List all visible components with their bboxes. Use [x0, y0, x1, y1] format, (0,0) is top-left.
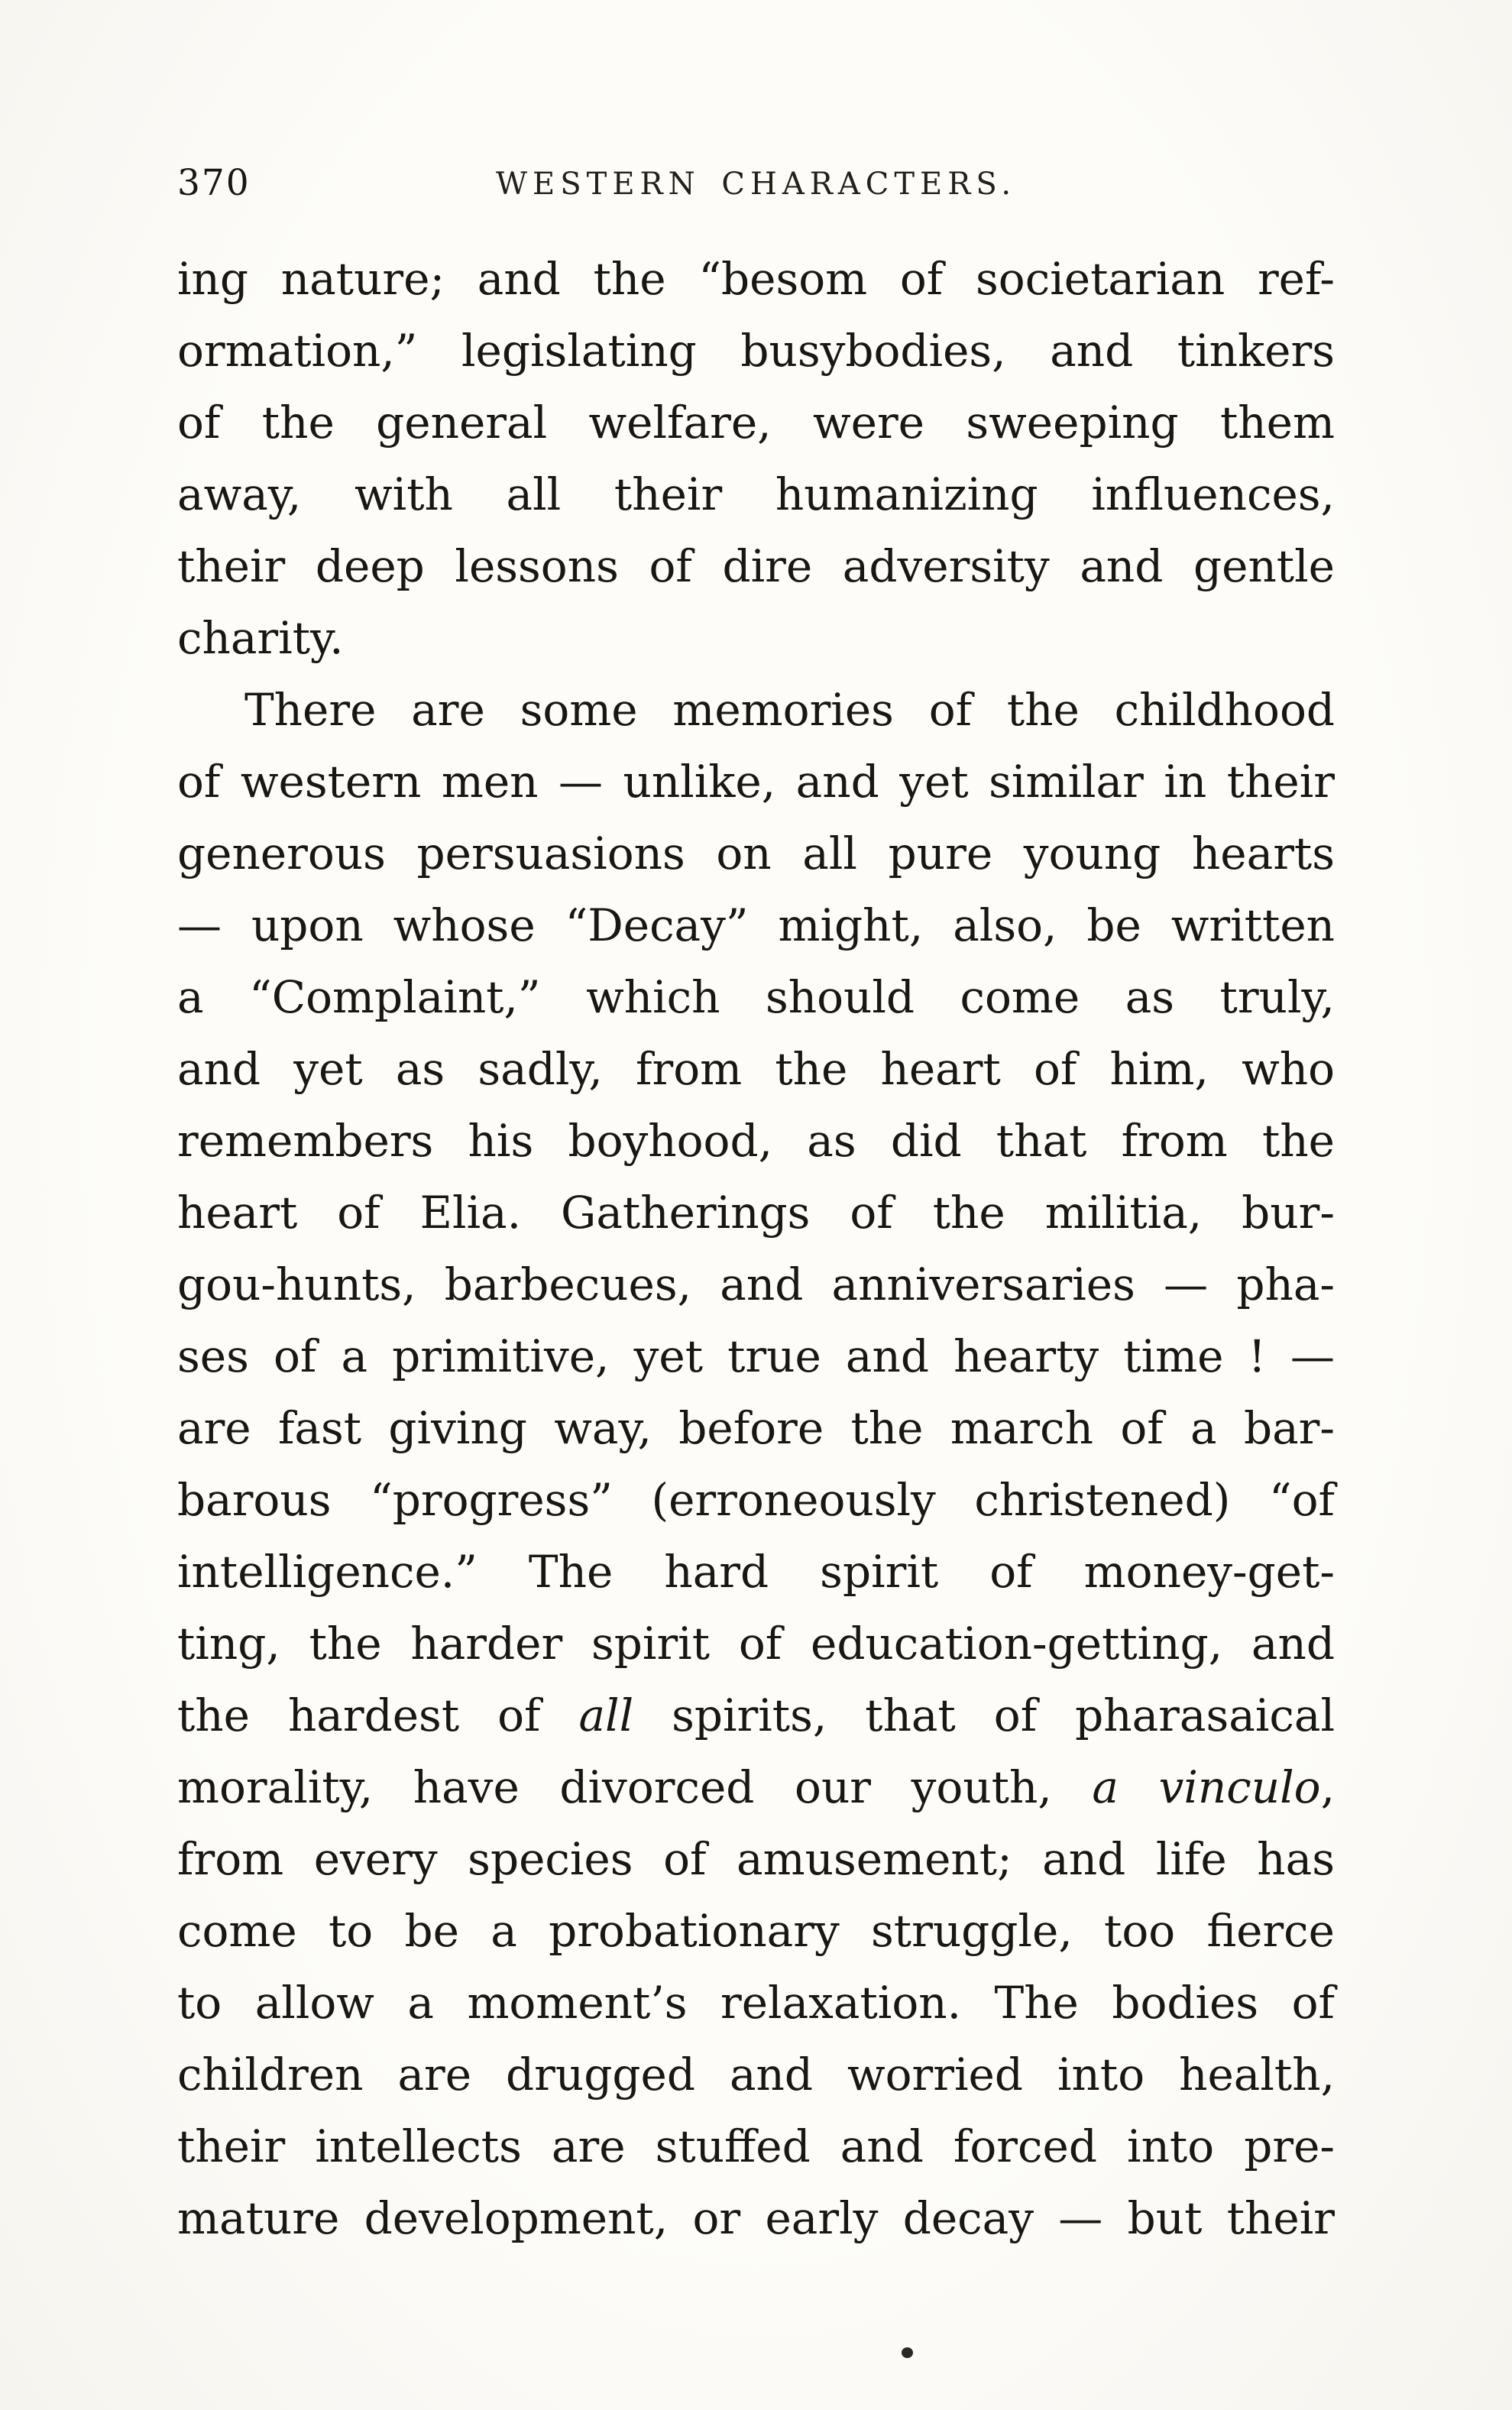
text-line: charity. [177, 612, 344, 664]
text-line: and yet as sadly, from the heart of him, who [177, 1043, 1335, 1095]
text-line: ses of a primitive, yet true and hearty time ! — [177, 1330, 1335, 1382]
body-text [177, 243, 1335, 2254]
text-line: — upon whose “Decay” might, also, be written [177, 899, 1335, 951]
text-line [177, 1680, 1335, 1751]
text-line: barous “progress” (erroneously christened) “of [177, 1474, 1335, 1526]
page-header [177, 162, 1335, 208]
page-number: 370 [177, 162, 251, 204]
text-segment: , [1320, 1761, 1335, 1813]
text-line [177, 1751, 1335, 1823]
text-line: a “Complaint,” which should come as truly, [177, 971, 1335, 1023]
text-line: their deep lessons of dire adversity and gentle [177, 540, 1335, 592]
italic-text: a vinculo [1092, 1761, 1321, 1813]
text-line: heart of Elia. Gatherings of the militia, bur- [177, 1187, 1335, 1239]
text-segment: spirits, that of pharasaical [633, 1689, 1335, 1741]
ink-dot [902, 2347, 913, 2358]
text-line: children are drugged and worried into health, [177, 2049, 1335, 2101]
text-line: generous persuasions on all pure young hearts [177, 828, 1335, 879]
text-line: of the general welfare, were sweeping them [177, 397, 1335, 449]
text-line: remembers his boyhood, as did that from the [177, 1115, 1335, 1167]
text-line: away, with all their humanizing influences, [177, 468, 1335, 520]
text-line: their intellects are stuffed and forced into pre- [177, 2120, 1335, 2172]
text-line: to allow a moment’s relaxation. The bodies of [177, 1977, 1335, 2029]
text-line: ormation,” legislating busybodies, and tinkers [177, 325, 1335, 377]
text-segment: the hardest of [177, 1689, 579, 1741]
running-title: WESTERN CHARACTERS. [495, 167, 1017, 202]
text-line: from every species of amusement; and life has [177, 1833, 1335, 1885]
text-line: intelligence.” The hard spirit of money-get- [177, 1546, 1335, 1598]
text-segment: morality, have divorced our youth, [177, 1761, 1093, 1813]
text-line: ing nature; and the “besom of societarian ref- [177, 253, 1335, 305]
text-line: gou-hunts, barbecues, and anniversaries — pha- [177, 1258, 1335, 1310]
text-line: are fast giving way, before the march of a bar- [177, 1402, 1335, 1454]
italic-text: all [578, 1689, 634, 1741]
text-line: mature development, or early decay — but their [177, 2192, 1335, 2244]
text-line: come to be a probationary struggle, too fierce [177, 1905, 1335, 1957]
text-line: ting, the harder spirit of education-getting, and [177, 1618, 1335, 1670]
text-line: There are some memories of the childhood [244, 684, 1335, 736]
text-line: of western men — unlike, and yet similar in their [177, 756, 1335, 808]
